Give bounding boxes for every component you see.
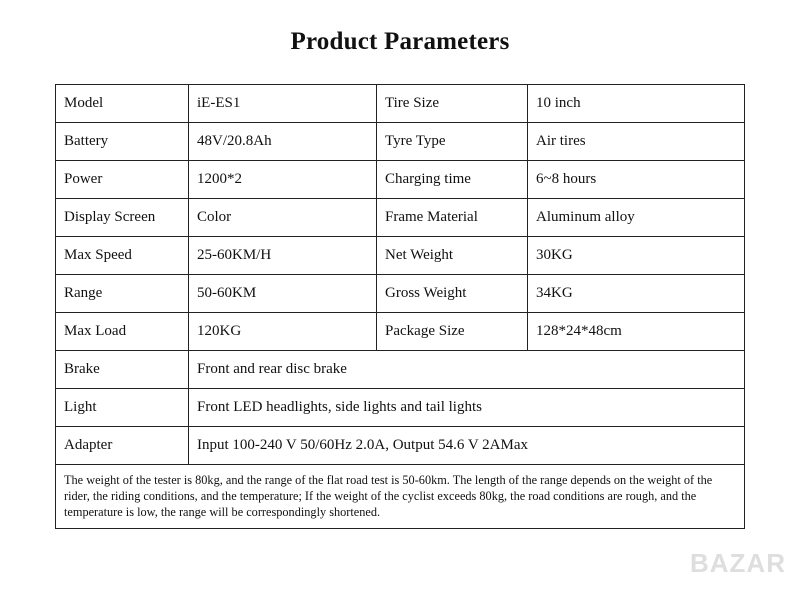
param-label: Power — [56, 161, 189, 199]
parameters-table — [55, 84, 745, 529]
param-label: Net Weight — [377, 237, 528, 275]
table-row — [56, 161, 745, 199]
param-label: Gross Weight — [377, 275, 528, 313]
table-row — [56, 85, 745, 123]
table-row — [56, 123, 745, 161]
param-label: Charging time — [377, 161, 528, 199]
param-value: 10 inch — [528, 85, 745, 123]
param-label: Model — [56, 85, 189, 123]
param-label: Brake — [56, 351, 189, 389]
table-row — [56, 275, 745, 313]
table-row — [56, 199, 745, 237]
watermark-logo: BAZAR — [690, 548, 786, 578]
range-note: The weight of the tester is 80kg, and the range of the flat road test is 50-60km. The length of the range depends on the weight of the rider, the riding conditions, and the temperature; If the weight of the cyclist exceeds 80kg, the road conditions are rough, and the temperature is low, the range will be correspondingly shortened. — [56, 465, 745, 529]
table-row — [56, 313, 745, 351]
param-value: 128*24*48cm — [528, 313, 745, 351]
param-value: Aluminum alloy — [528, 199, 745, 237]
param-label: Display Screen — [56, 199, 189, 237]
param-value: 120KG — [189, 313, 377, 351]
param-value: iE-ES1 — [189, 85, 377, 123]
param-label: Tire Size — [377, 85, 528, 123]
param-value: 6~8 hours — [528, 161, 745, 199]
param-value: 48V/20.8Ah — [189, 123, 377, 161]
param-label: Light — [56, 389, 189, 427]
param-label: Frame Material — [377, 199, 528, 237]
table-row — [56, 351, 745, 389]
table-row — [56, 389, 745, 427]
param-label: Range — [56, 275, 189, 313]
table-row — [56, 427, 745, 465]
param-value: Front LED headlights, side lights and tail lights — [189, 389, 745, 427]
param-value: 34KG — [528, 275, 745, 313]
param-value: 50-60KM — [189, 275, 377, 313]
param-label: Battery — [56, 123, 189, 161]
param-value: 25-60KM/H — [189, 237, 377, 275]
param-label: Max Load — [56, 313, 189, 351]
param-value: Air tires — [528, 123, 745, 161]
param-label: Package Size — [377, 313, 528, 351]
table-row — [56, 237, 745, 275]
param-value: Input 100-240 V 50/60Hz 2.0A, Output 54.6 V 2AMax — [189, 427, 745, 465]
page-title: Product Parameters — [290, 28, 510, 55]
param-value: 30KG — [528, 237, 745, 275]
param-value: 1200*2 — [189, 161, 377, 199]
param-label: Tyre Type — [377, 123, 528, 161]
param-label: Max Speed — [56, 237, 189, 275]
param-label: Adapter — [56, 427, 189, 465]
table-row — [56, 465, 745, 529]
param-value: Color — [189, 199, 377, 237]
param-value: Front and rear disc brake — [189, 351, 745, 389]
